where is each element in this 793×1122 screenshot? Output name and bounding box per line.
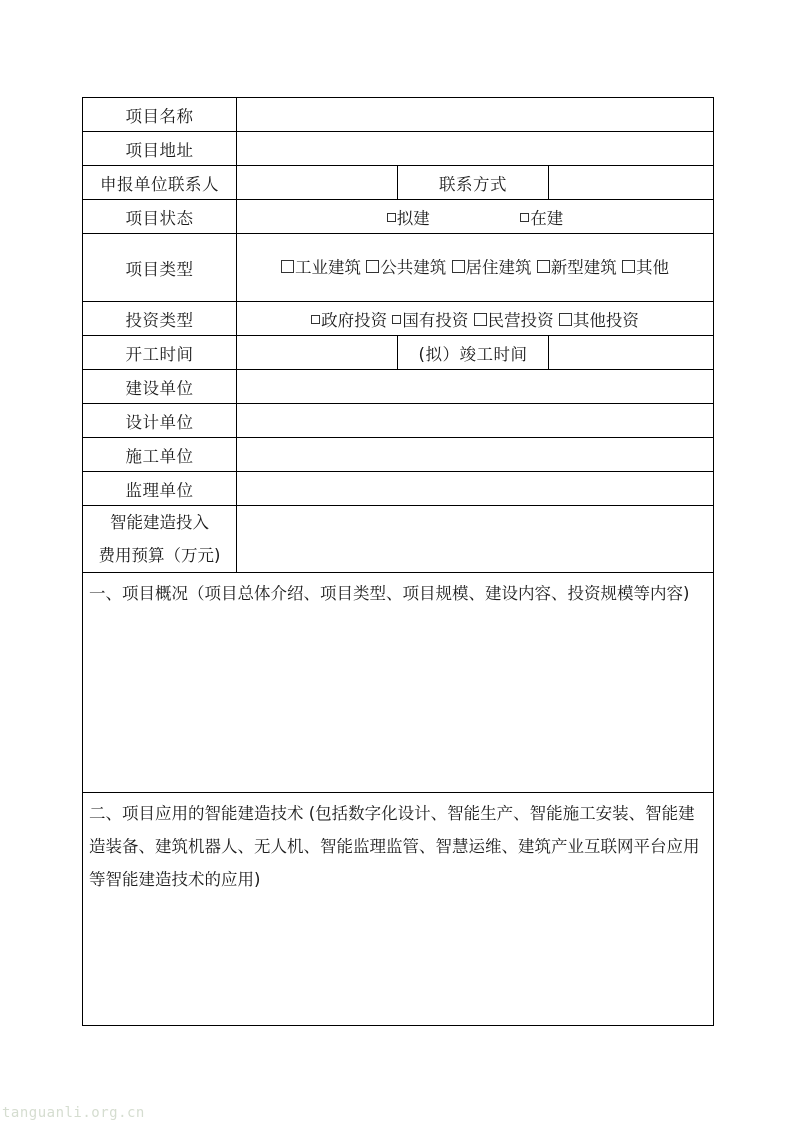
invest-option-government[interactable]: 政府投资 [311, 311, 387, 330]
checkbox-icon[interactable] [311, 315, 320, 324]
checkbox-icon[interactable] [392, 315, 401, 324]
row-design-unit [83, 404, 714, 438]
label-project-name: 项目名称 [83, 98, 237, 132]
start-time-field[interactable] [237, 336, 398, 370]
row-schedule [83, 336, 714, 370]
label-construction-unit: 建设单位 [83, 370, 237, 404]
type-option-public[interactable]: 公共建筑 [366, 258, 446, 277]
checkbox-icon[interactable] [366, 260, 379, 273]
label-builder-unit: 施工单位 [83, 438, 237, 472]
invest-option-state-owned[interactable]: 国有投资 [392, 311, 468, 330]
invest-option-other[interactable]: 其他投资 [559, 311, 639, 330]
completion-time-field[interactable] [549, 336, 714, 370]
checkbox-icon[interactable] [559, 313, 572, 326]
type-option-residential[interactable]: 居住建筑 [452, 258, 532, 277]
label-project-address: 项目地址 [83, 132, 237, 166]
status-option-planned[interactable]: 拟建 [387, 209, 430, 228]
checkbox-icon[interactable] [387, 213, 396, 222]
label-start-time: 开工时间 [83, 336, 237, 370]
checkbox-icon[interactable] [452, 260, 465, 273]
checkbox-icon[interactable] [537, 260, 550, 273]
label-completion-time: (拟）竣工时间 [398, 336, 549, 370]
label-contact-person: 申报单位联系人 [83, 166, 237, 200]
checkbox-icon[interactable] [520, 213, 529, 222]
row-overview [83, 573, 714, 793]
row-project-status [83, 200, 714, 234]
project-name-field[interactable] [237, 98, 714, 132]
row-supervision-unit [83, 472, 714, 506]
application-form [82, 97, 714, 1026]
label-contact-method: 联系方式 [398, 166, 549, 200]
technology-section[interactable] [83, 793, 714, 1026]
checkbox-icon[interactable] [622, 260, 635, 273]
row-investment-type [83, 302, 714, 336]
project-type-options [237, 234, 714, 302]
overview-heading: 一、项目概况（项目总体介绍、项目类型、项目规模、建设内容、投资规模等内容) [89, 584, 690, 603]
supervision-unit-field[interactable] [237, 472, 714, 506]
row-project-type [83, 234, 714, 302]
project-address-field[interactable] [237, 132, 714, 166]
label-budget: 智能建造投入 费用预算（万元) [83, 506, 237, 573]
row-contact [83, 166, 714, 200]
label-investment-type: 投资类型 [83, 302, 237, 336]
label-project-type: 项目类型 [83, 234, 237, 302]
contact-method-field[interactable] [549, 166, 714, 200]
row-project-name [83, 98, 714, 132]
row-project-address [83, 132, 714, 166]
invest-option-private[interactable]: 民营投资 [474, 311, 554, 330]
watermark: tanguanli.org.cn [2, 1105, 145, 1121]
type-option-new-type[interactable]: 新型建筑 [537, 258, 617, 277]
checkbox-icon[interactable] [281, 260, 294, 273]
row-technology [83, 793, 714, 1026]
project-status-options [237, 200, 714, 234]
technology-heading: 二、项目应用的智能建造技术 (包括数字化设计、智能生产、智能施工安装、智能建造装备、建筑机器人、无人机、智能监理监管、智慧运维、建筑产业互联网平台应用等智能建造技术的应用) [89, 804, 700, 889]
status-option-under-construction[interactable]: 在建 [520, 209, 563, 228]
overview-section[interactable] [83, 573, 714, 793]
row-budget [83, 506, 714, 573]
design-unit-field[interactable] [237, 404, 714, 438]
label-design-unit: 设计单位 [83, 404, 237, 438]
type-option-industrial[interactable]: 工业建筑 [281, 258, 361, 277]
row-builder-unit [83, 438, 714, 472]
type-option-other[interactable]: 其他 [622, 258, 669, 277]
label-supervision-unit: 监理单位 [83, 472, 237, 506]
row-construction-unit [83, 370, 714, 404]
builder-unit-field[interactable] [237, 438, 714, 472]
investment-type-options [237, 302, 714, 336]
budget-field[interactable] [237, 506, 714, 573]
checkbox-icon[interactable] [474, 313, 487, 326]
construction-unit-field[interactable] [237, 370, 714, 404]
label-project-status: 项目状态 [83, 200, 237, 234]
contact-person-field[interactable] [237, 166, 398, 200]
